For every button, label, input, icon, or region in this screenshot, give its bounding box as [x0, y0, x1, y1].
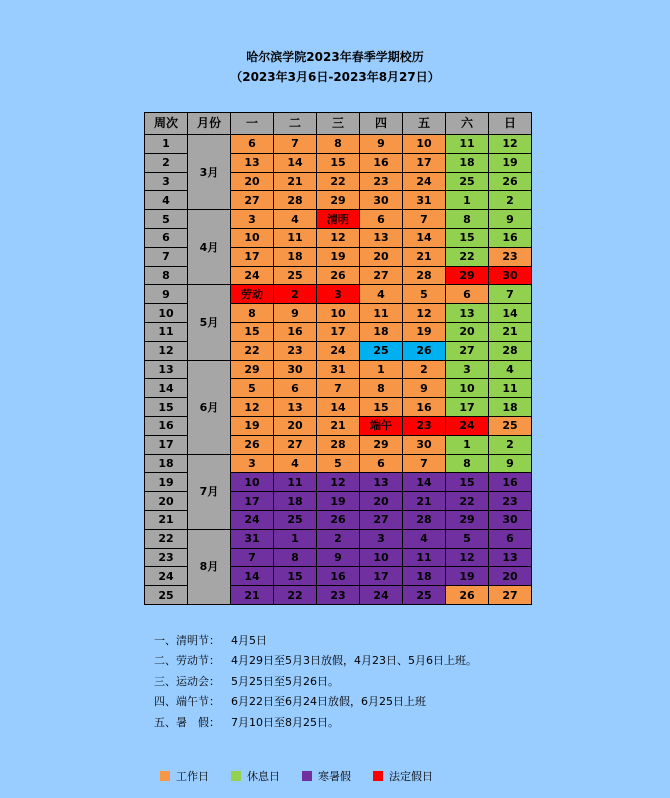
- day-cell: 24: [360, 586, 403, 605]
- week-number: 1: [145, 135, 188, 154]
- day-cell: 2: [489, 435, 532, 454]
- note-item: [154, 692, 477, 712]
- day-cell: 22: [317, 172, 360, 191]
- table-row: [145, 454, 532, 473]
- day-cell: 4: [360, 285, 403, 304]
- day-cell: 10: [317, 304, 360, 323]
- week-number: 15: [145, 398, 188, 417]
- column-header: 二: [274, 113, 317, 135]
- day-cell: 23: [317, 586, 360, 605]
- day-cell: 26: [231, 435, 274, 454]
- week-number: 2: [145, 153, 188, 172]
- day-cell: 24: [231, 266, 274, 285]
- day-cell: 13: [489, 548, 532, 567]
- day-cell: 14: [489, 304, 532, 323]
- week-number: 13: [145, 360, 188, 379]
- day-cell: 20: [446, 322, 489, 341]
- day-cell: 31: [317, 360, 360, 379]
- day-cell: 5: [231, 379, 274, 398]
- day-cell: 21: [489, 322, 532, 341]
- day-cell: 17: [231, 247, 274, 266]
- day-cell: 18: [489, 398, 532, 417]
- day-cell: 23: [489, 492, 532, 511]
- page-title: 哈尔滨学院2023年春季学期校历: [246, 50, 424, 64]
- day-cell: 9: [274, 304, 317, 323]
- day-cell: 27: [360, 266, 403, 285]
- day-cell: 9: [360, 135, 403, 154]
- month-label: 4月: [188, 210, 231, 285]
- day-cell: 24: [446, 416, 489, 435]
- note-item: [154, 631, 477, 651]
- day-cell: 6: [489, 529, 532, 548]
- column-header: 四: [360, 113, 403, 135]
- day-cell: 6: [360, 210, 403, 229]
- day-cell: 4: [489, 360, 532, 379]
- day-cell: 27: [231, 191, 274, 210]
- day-cell: 4: [403, 529, 446, 548]
- day-cell: 25: [274, 510, 317, 529]
- day-cell: 29: [231, 360, 274, 379]
- header-row: [145, 113, 532, 135]
- day-cell: 12: [317, 473, 360, 492]
- day-cell: 25: [403, 586, 446, 605]
- day-cell: 16: [360, 153, 403, 172]
- week-number: 24: [145, 567, 188, 586]
- day-cell: 24: [403, 172, 446, 191]
- note-text: 5月25日至5月26日。: [231, 674, 339, 688]
- day-cell: 3: [231, 454, 274, 473]
- day-cell: 27: [489, 586, 532, 605]
- day-cell: 9: [489, 454, 532, 473]
- day-cell: 7: [317, 379, 360, 398]
- legend: [160, 768, 455, 784]
- day-cell: 22: [274, 586, 317, 605]
- column-header: 月份: [188, 113, 231, 135]
- day-cell: 17: [446, 398, 489, 417]
- day-cell: 18: [403, 567, 446, 586]
- legend-item: [160, 768, 209, 784]
- day-cell: 8: [446, 454, 489, 473]
- day-cell: 29: [446, 266, 489, 285]
- day-cell: 11: [446, 135, 489, 154]
- day-cell: 4: [274, 210, 317, 229]
- day-cell: 10: [446, 379, 489, 398]
- day-cell: 17: [403, 153, 446, 172]
- day-cell: 12: [231, 398, 274, 417]
- column-header: 三: [317, 113, 360, 135]
- week-number: 23: [145, 548, 188, 567]
- day-cell: 27: [446, 341, 489, 360]
- day-cell: 30: [360, 191, 403, 210]
- day-cell: 25: [446, 172, 489, 191]
- day-cell: 7: [274, 135, 317, 154]
- day-cell: 27: [360, 510, 403, 529]
- day-cell: 24: [317, 341, 360, 360]
- legend-item: [302, 768, 351, 784]
- day-cell: 8: [231, 304, 274, 323]
- day-cell: 11: [274, 228, 317, 247]
- day-cell: 31: [231, 529, 274, 548]
- month-label: 5月: [188, 285, 231, 360]
- day-cell: 16: [317, 567, 360, 586]
- day-cell: 25: [274, 266, 317, 285]
- day-cell: 20: [274, 416, 317, 435]
- day-cell: 13: [231, 153, 274, 172]
- day-cell: 30: [489, 510, 532, 529]
- day-cell: 5: [446, 529, 489, 548]
- page-subtitle: （2023年3月6日-2023年8月27日）: [230, 70, 440, 84]
- day-cell: 13: [360, 473, 403, 492]
- day-cell: 12: [446, 548, 489, 567]
- day-cell: 2: [403, 360, 446, 379]
- week-number: 21: [145, 510, 188, 529]
- day-cell: 26: [317, 510, 360, 529]
- day-cell: 26: [446, 586, 489, 605]
- day-cell: 2: [489, 191, 532, 210]
- day-cell: 10: [403, 135, 446, 154]
- day-cell: 14: [274, 153, 317, 172]
- legend-swatch: [302, 771, 312, 781]
- day-cell: 5: [317, 454, 360, 473]
- day-cell: 17: [317, 322, 360, 341]
- notes-list: [154, 631, 477, 733]
- day-cell: 18: [274, 247, 317, 266]
- day-cell: 15: [360, 398, 403, 417]
- legend-label: 休息日: [247, 770, 280, 783]
- month-label: 8月: [188, 529, 231, 604]
- day-cell: 6: [231, 135, 274, 154]
- day-cell: 29: [446, 510, 489, 529]
- note-item: [154, 672, 477, 692]
- day-cell: 26: [317, 266, 360, 285]
- table-row: [145, 285, 532, 304]
- day-cell: 19: [317, 247, 360, 266]
- day-cell: 10: [231, 228, 274, 247]
- note-item: [154, 713, 477, 733]
- day-cell: 21: [403, 247, 446, 266]
- note-item: [154, 651, 477, 671]
- week-number: 6: [145, 228, 188, 247]
- day-cell: 15: [446, 228, 489, 247]
- day-cell: 22: [446, 492, 489, 511]
- week-number: 3: [145, 172, 188, 191]
- day-cell: 30: [489, 266, 532, 285]
- day-cell: 22: [446, 247, 489, 266]
- day-cell: 14: [403, 473, 446, 492]
- day-cell: 15: [231, 322, 274, 341]
- week-number: 10: [145, 304, 188, 323]
- day-cell: 6: [360, 454, 403, 473]
- day-cell: 28: [489, 341, 532, 360]
- day-cell: 26: [403, 341, 446, 360]
- day-cell: 9: [317, 548, 360, 567]
- week-number: 8: [145, 266, 188, 285]
- day-cell: 4: [274, 454, 317, 473]
- week-number: 11: [145, 322, 188, 341]
- note-label: 四、端午节：: [154, 695, 220, 709]
- day-cell: 6: [446, 285, 489, 304]
- week-number: 22: [145, 529, 188, 548]
- day-cell: 端午: [360, 416, 403, 435]
- day-cell: 7: [403, 210, 446, 229]
- note-text: 4月29日至5月3日放假，4月23日、5月6日上班。: [231, 654, 477, 668]
- day-cell: 10: [231, 473, 274, 492]
- month-label: 6月: [188, 360, 231, 454]
- day-cell: 28: [403, 510, 446, 529]
- week-number: 19: [145, 473, 188, 492]
- day-cell: 29: [360, 435, 403, 454]
- month-label: 3月: [188, 135, 231, 210]
- legend-swatch: [160, 771, 170, 781]
- week-number: 12: [145, 341, 188, 360]
- note-text: 7月10日至8月25日。: [231, 715, 339, 729]
- day-cell: 28: [317, 435, 360, 454]
- legend-label: 法定假日: [389, 770, 433, 783]
- day-cell: 13: [446, 304, 489, 323]
- note-label: 三、运动会：: [154, 674, 220, 688]
- day-cell: 23: [403, 416, 446, 435]
- day-cell: 1: [360, 360, 403, 379]
- day-cell: 21: [274, 172, 317, 191]
- day-cell: 14: [317, 398, 360, 417]
- calendar-table: [144, 112, 532, 605]
- week-number: 18: [145, 454, 188, 473]
- week-number: 25: [145, 586, 188, 605]
- legend-item: [373, 768, 433, 784]
- day-cell: 20: [231, 172, 274, 191]
- day-cell: 16: [274, 322, 317, 341]
- day-cell: 8: [317, 135, 360, 154]
- day-cell: 11: [360, 304, 403, 323]
- day-cell: 1: [446, 435, 489, 454]
- day-cell: 3: [360, 529, 403, 548]
- day-cell: 20: [489, 567, 532, 586]
- day-cell: 16: [403, 398, 446, 417]
- day-cell: 21: [231, 586, 274, 605]
- day-cell: 26: [489, 172, 532, 191]
- note-text: 6月22日至6月24日放假，6月25日上班: [231, 695, 426, 709]
- day-cell: 23: [360, 172, 403, 191]
- week-number: 9: [145, 285, 188, 304]
- table-row: [145, 210, 532, 229]
- day-cell: 3: [317, 285, 360, 304]
- table-row: [145, 360, 532, 379]
- day-cell: 9: [489, 210, 532, 229]
- day-cell: 2: [274, 285, 317, 304]
- day-cell: 11: [489, 379, 532, 398]
- day-cell: 9: [403, 379, 446, 398]
- day-cell: 19: [231, 416, 274, 435]
- day-cell: 12: [403, 304, 446, 323]
- day-cell: 10: [360, 548, 403, 567]
- day-cell: 19: [317, 492, 360, 511]
- day-cell: 7: [489, 285, 532, 304]
- table-row: [145, 529, 532, 548]
- day-cell: 8: [360, 379, 403, 398]
- day-cell: 28: [274, 191, 317, 210]
- day-cell: 8: [274, 548, 317, 567]
- day-cell: 19: [446, 567, 489, 586]
- day-cell: 3: [231, 210, 274, 229]
- day-cell: 12: [489, 135, 532, 154]
- day-cell: 24: [231, 510, 274, 529]
- day-cell: 20: [360, 492, 403, 511]
- day-cell: 25: [489, 416, 532, 435]
- day-cell: 27: [274, 435, 317, 454]
- week-number: 7: [145, 247, 188, 266]
- day-cell: 28: [403, 266, 446, 285]
- column-header: 六: [446, 113, 489, 135]
- day-cell: 2: [317, 529, 360, 548]
- day-cell: 17: [231, 492, 274, 511]
- day-cell: 23: [274, 341, 317, 360]
- day-cell: 23: [489, 247, 532, 266]
- week-number: 5: [145, 210, 188, 229]
- day-cell: 1: [274, 529, 317, 548]
- day-cell: 16: [489, 473, 532, 492]
- day-cell: 11: [403, 548, 446, 567]
- legend-item: [231, 768, 280, 784]
- day-cell: 25: [360, 341, 403, 360]
- day-cell: 15: [274, 567, 317, 586]
- day-cell: 5: [403, 285, 446, 304]
- day-cell: 14: [403, 228, 446, 247]
- legend-swatch: [231, 771, 241, 781]
- column-header: 周次: [145, 113, 188, 135]
- day-cell: 1: [446, 191, 489, 210]
- week-number: 14: [145, 379, 188, 398]
- note-label: 二、劳动节：: [154, 654, 220, 668]
- note-label: 五、暑 假：: [154, 715, 220, 729]
- legend-label: 工作日: [176, 770, 209, 783]
- week-number: 17: [145, 435, 188, 454]
- day-cell: 清明: [317, 210, 360, 229]
- day-cell: 19: [489, 153, 532, 172]
- day-cell: 29: [317, 191, 360, 210]
- day-cell: 18: [446, 153, 489, 172]
- day-cell: 7: [231, 548, 274, 567]
- day-cell: 16: [489, 228, 532, 247]
- column-header: 一: [231, 113, 274, 135]
- note-text: 4月5日: [231, 634, 267, 647]
- legend-swatch: [373, 771, 383, 781]
- month-label: 7月: [188, 454, 231, 529]
- column-header: 日: [489, 113, 532, 135]
- day-cell: 6: [274, 379, 317, 398]
- day-cell: 21: [317, 416, 360, 435]
- day-cell: 8: [446, 210, 489, 229]
- day-cell: 22: [231, 341, 274, 360]
- table-row: [145, 135, 532, 154]
- day-cell: 17: [360, 567, 403, 586]
- day-cell: 13: [274, 398, 317, 417]
- day-cell: 7: [403, 454, 446, 473]
- day-cell: 21: [403, 492, 446, 511]
- note-label: 一、清明节：: [154, 634, 220, 647]
- day-cell: 15: [446, 473, 489, 492]
- day-cell: 19: [403, 322, 446, 341]
- day-cell: 劳动: [231, 285, 274, 304]
- week-number: 4: [145, 191, 188, 210]
- day-cell: 18: [274, 492, 317, 511]
- day-cell: 3: [446, 360, 489, 379]
- day-cell: 18: [360, 322, 403, 341]
- day-cell: 14: [231, 567, 274, 586]
- legend-label: 寒暑假: [318, 770, 351, 783]
- day-cell: 11: [274, 473, 317, 492]
- day-cell: 31: [403, 191, 446, 210]
- day-cell: 13: [360, 228, 403, 247]
- column-header: 五: [403, 113, 446, 135]
- week-number: 16: [145, 416, 188, 435]
- day-cell: 30: [274, 360, 317, 379]
- day-cell: 12: [317, 228, 360, 247]
- week-number: 20: [145, 492, 188, 511]
- day-cell: 30: [403, 435, 446, 454]
- day-cell: 20: [360, 247, 403, 266]
- day-cell: 15: [317, 153, 360, 172]
